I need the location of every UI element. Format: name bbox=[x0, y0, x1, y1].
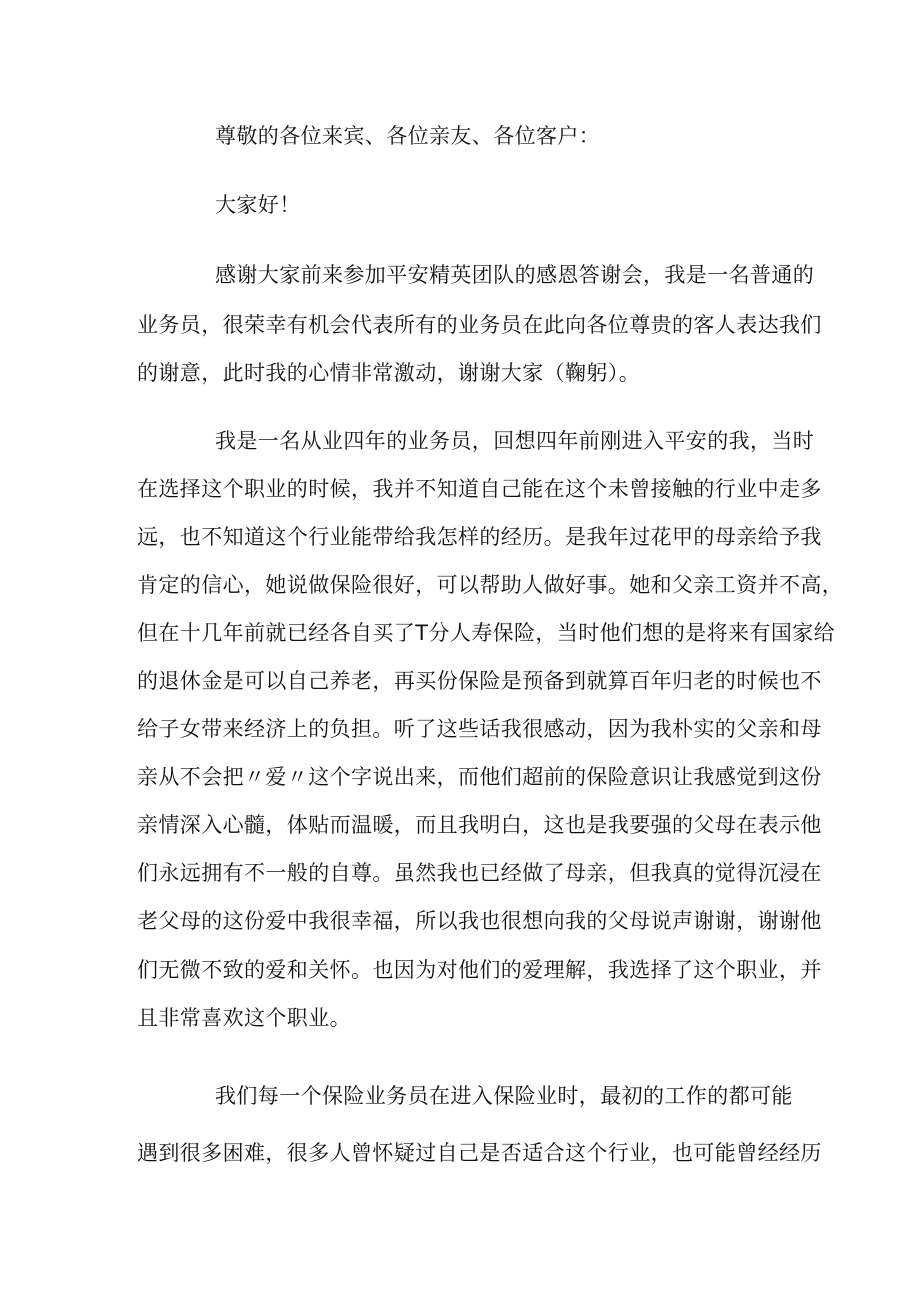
paragraph-3-line: 我们每一个保险业务员在进入保险业时，最初的工作的都可能 bbox=[215, 1084, 793, 1108]
paragraph-1-line: 的谢意，此时我的心情非常激动，谢谢大家（鞠躬）。 bbox=[137, 361, 641, 385]
paragraph-2-line: 亲从不会把〃爱〃这个字说出来，而他们超前的保险意识让我感觉到这份 bbox=[137, 765, 822, 789]
hello-line: 大家好！ bbox=[215, 193, 301, 217]
paragraph-2-line: 的退休金是可以自己养老，再买份保险是预备到就算百年归老的时候也不 bbox=[137, 669, 822, 693]
paragraph-2-line: 亲情深入心髓，体贴而温暖，而且我明白，这也是我要强的父母在表示他 bbox=[137, 813, 822, 837]
paragraph-2-line: 老父母的这份爱中我很幸福，所以我也很想向我的父母说声谢谢，谢谢他 bbox=[137, 909, 822, 933]
greeting-line: 尊敬的各位来宾、各位亲友、各位客户： bbox=[215, 124, 601, 148]
paragraph-2-line: 但在十几年前就已经各自买了T分人寿保险，当时他们想的是将来有国家给 bbox=[137, 621, 836, 645]
paragraph-2-line: 且非常喜欢这个职业。 bbox=[137, 1006, 351, 1030]
paragraph-2-line: 我是一名从业四年的业务员，回想四年前刚进入平安的我，当时 bbox=[215, 429, 815, 453]
paragraph-1-line: 业务员，很荣幸有机会代表所有的业务员在此向各位尊贵的客人表达我们 bbox=[137, 313, 822, 337]
paragraph-2-line: 肯定的信心，她说做保险很好，可以帮助人做好事。她和父亲工资并不高， bbox=[137, 573, 844, 597]
paragraph-2-line: 们永远拥有不一般的自尊。虽然我也已经做了母亲，但我真的觉得沉浸在 bbox=[137, 861, 822, 885]
paragraph-1-line: 感谢大家前来参加平安精英团队的感恩答谢会，我是一名普通的 bbox=[215, 263, 815, 287]
paragraph-2-line: 们无微不致的爱和关怀。也因为对他们的爱理解，我选择了这个职业，并 bbox=[137, 958, 822, 982]
paragraph-2-line: 给子女带来经济上的负担。听了这些话我很感动，因为我朴实的父亲和母 bbox=[137, 717, 822, 741]
paragraph-2-line: 远，也不知道这个行业能带给我怎样的经历。是我年过花甲的母亲给予我 bbox=[137, 525, 822, 549]
paragraph-2-line: 在选择这个职业的时候，我并不知道自己能在这个未曾接触的行业中走多 bbox=[137, 477, 822, 501]
paragraph-3-line: 遇到很多困难，很多人曾怀疑过自己是否适合这个行业，也可能曾经经历 bbox=[137, 1141, 822, 1165]
